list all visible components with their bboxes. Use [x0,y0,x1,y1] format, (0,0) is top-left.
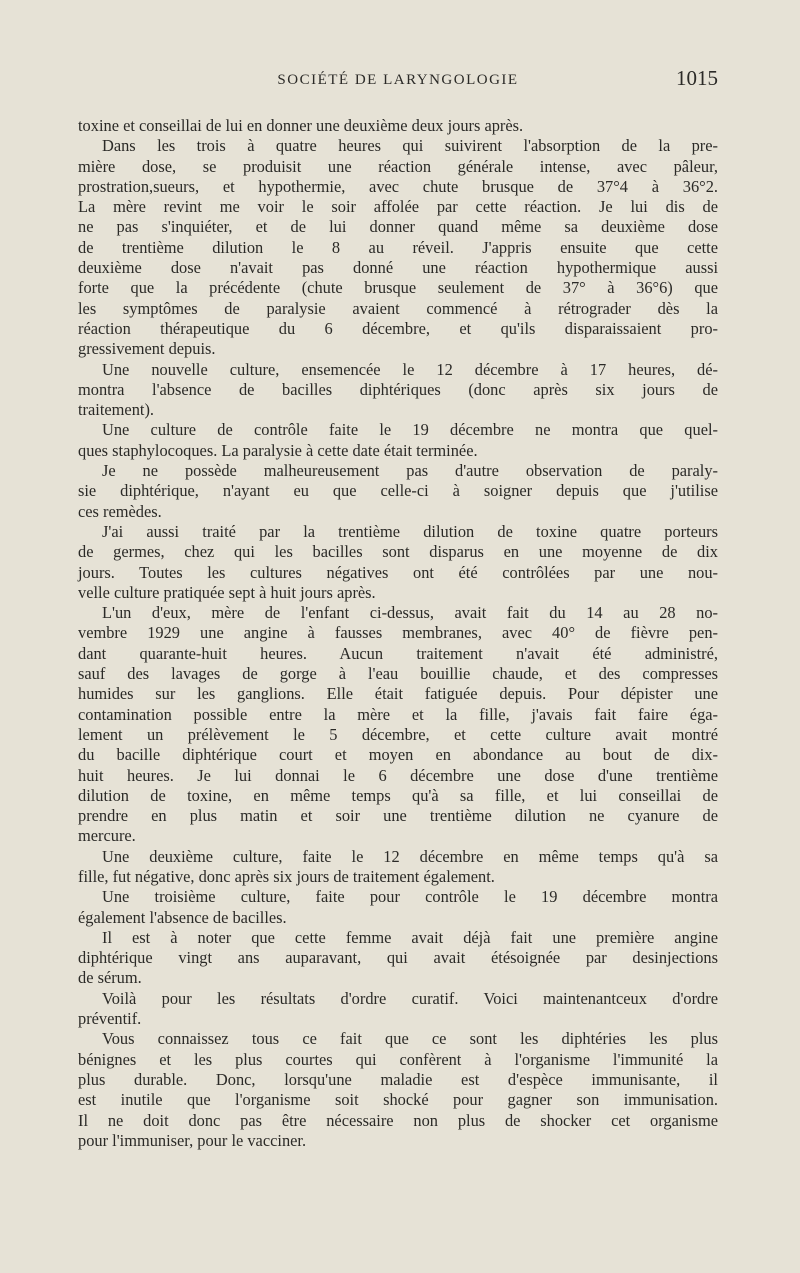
text-line: ces remèdes. [78,501,162,521]
text-line: de germes, chez qui les bacilles sont disparus en une moyenne de dix [78,542,718,562]
text-line: ne pas s'inquiéter, et de lui donner quand même sa deuxième dose [78,217,718,237]
text-line: contamination possible entre la mère et la fille, j'avais fait faire éga- [78,704,718,724]
text-line: Vous connaissez tous ce fait que ce sont les diphtéries les plus [102,1029,718,1049]
running-title: SOCIÉTÉ DE LARYNGOLOGIE [277,72,519,88]
paragraph [78,887,718,928]
text-line: sie diphtérique, n'ayant eu que celle-ci à soigner depuis que j'utilise [78,481,718,501]
text-line: Je ne possède malheureusement pas d'autre observation de paraly- [102,461,718,481]
page-number: 1015 [676,66,718,90]
text-line: L'un d'eux, mère de l'enfant ci-dessus, avait fait du 14 au 28 no- [102,603,718,623]
text-line: dilution de toxine, en même temps qu'à sa fille, et lui conseillai de [78,785,718,805]
text-line: huit heures. Je lui donnai le 6 décembre une dose d'une trentième [78,765,718,785]
paragraph [78,522,718,603]
text-line: Il ne doit donc pas être nécessaire non plus de shocker cet organisme [78,1110,718,1130]
paragraph [78,1029,718,1151]
text-line: Il est à noter que cette femme avait déjà fait une première angine [102,927,718,947]
text-line: lement un prélèvement le 5 décembre, et cette culture avait montré [78,724,718,744]
text-line: humides sur les ganglions. Elle était fatiguée depuis. Pour dépister une [78,684,718,704]
text-line: est inutile que l'organisme soit shocké pour gagner son immunisation. [78,1090,718,1110]
text-line: Une nouvelle culture, ensemencée le 12 décembre à 17 heures, dé- [102,359,718,379]
text-line: J'ai aussi traité par la trentième dilution de toxine quatre porteurs [102,521,718,541]
text-line: pour l'immuniser, pour le vacciner. [78,1130,307,1150]
text-line: toxine et conseillai de lui en donner une deuxième deux jours après. [78,116,524,135]
paragraph [78,420,718,461]
text-line: Voilà pour les résultats d'ordre curatif. Voici maintenantceux d'ordre [102,988,718,1008]
text-line: préventif. [78,1009,142,1029]
text-line: forte que la précédente (chute brusque seulement de 37° à 36°6) que [78,278,718,298]
text-line: de sérum. [78,968,142,988]
paragraph [78,116,718,136]
text-line: Dans les trois à quatre heures qui suivirent l'absorption de la pre- [102,136,718,156]
text-line: gressivement depuis. [78,339,216,359]
text-line: Une troisième culture, faite pour contrôle le 19 décembre montra [102,887,718,907]
text-line: bénignes et les plus courtes qui confèrent à l'organisme l'immunité la [78,1049,718,1069]
text-line: La mère revint me voir le soir affolée par cette réaction. Je lui dis de [78,197,718,217]
paragraph [78,461,718,522]
text-line: prendre en plus matin et soir une trentième dilution ne cyanure de [78,806,718,826]
text-line: mière dose, se produisit une réaction générale intense, avec pâleur, [78,156,718,176]
text-line: traitement). [78,400,154,420]
paragraph [78,989,718,1030]
text-line: jours. Toutes les cultures négatives ont été contrôlées par une nou- [78,562,718,582]
paragraph [78,603,718,847]
text-line: de trentième dilution le 8 au réveil. J'appris ensuite que cette [78,237,718,257]
text-line: vembre 1929 une angine à fausses membranes, avec 40° de fièvre pen- [78,623,718,643]
text-line: montra l'absence de bacilles diphtériques (donc après six jours de [78,379,718,399]
text-line: Une deuxième culture, faite le 12 décembre en même temps qu'à sa [102,846,718,866]
paragraph [78,136,718,359]
text-line: dant quarante-huit heures. Aucun traitement n'avait été administré, [78,643,718,663]
text-line: plus durable. Donc, lorsqu'une maladie est d'espèce immunisante, il [78,1069,718,1089]
text-line: ques staphylocoques. La paralysie à cette date était terminée. [78,440,478,460]
paragraph [78,928,718,989]
text-line: réaction thérapeutique du 6 décembre, et qu'ils disparaissaient pro- [78,318,718,338]
text-line: prostration,sueurs, et hypothermie, avec chute brusque de 37°4 à 36°2. [78,176,718,196]
text-line: également l'absence de bacilles. [78,907,287,927]
text-line: du bacille diphtérique court et moyen en abondance au bout de dix- [78,745,718,765]
text-line: fille, fut négative, donc après six jours de traitement également. [78,866,495,886]
paragraph [78,360,718,421]
text-line: velle culture pratiquée sept à huit jours après. [78,582,376,602]
text-line: Une culture de contrôle faite le 19 décembre ne montra que quel- [102,420,718,440]
paragraph [78,847,718,888]
text-line: les symptômes de paralysie avaient commencé à rétrograder dès la [78,298,718,318]
text-line: mercure. [78,826,136,846]
body-text [78,116,718,1151]
running-header [78,66,718,96]
text-line: deuxième dose n'avait pas donné une réaction hypothermique aussi [78,258,718,278]
text-line: diphtérique vingt ans auparavant, qui avait étésoignée par desinjections [78,948,718,968]
text-line: sauf des lavages de gorge à l'eau bouillie chaude, et des compresses [78,664,718,684]
